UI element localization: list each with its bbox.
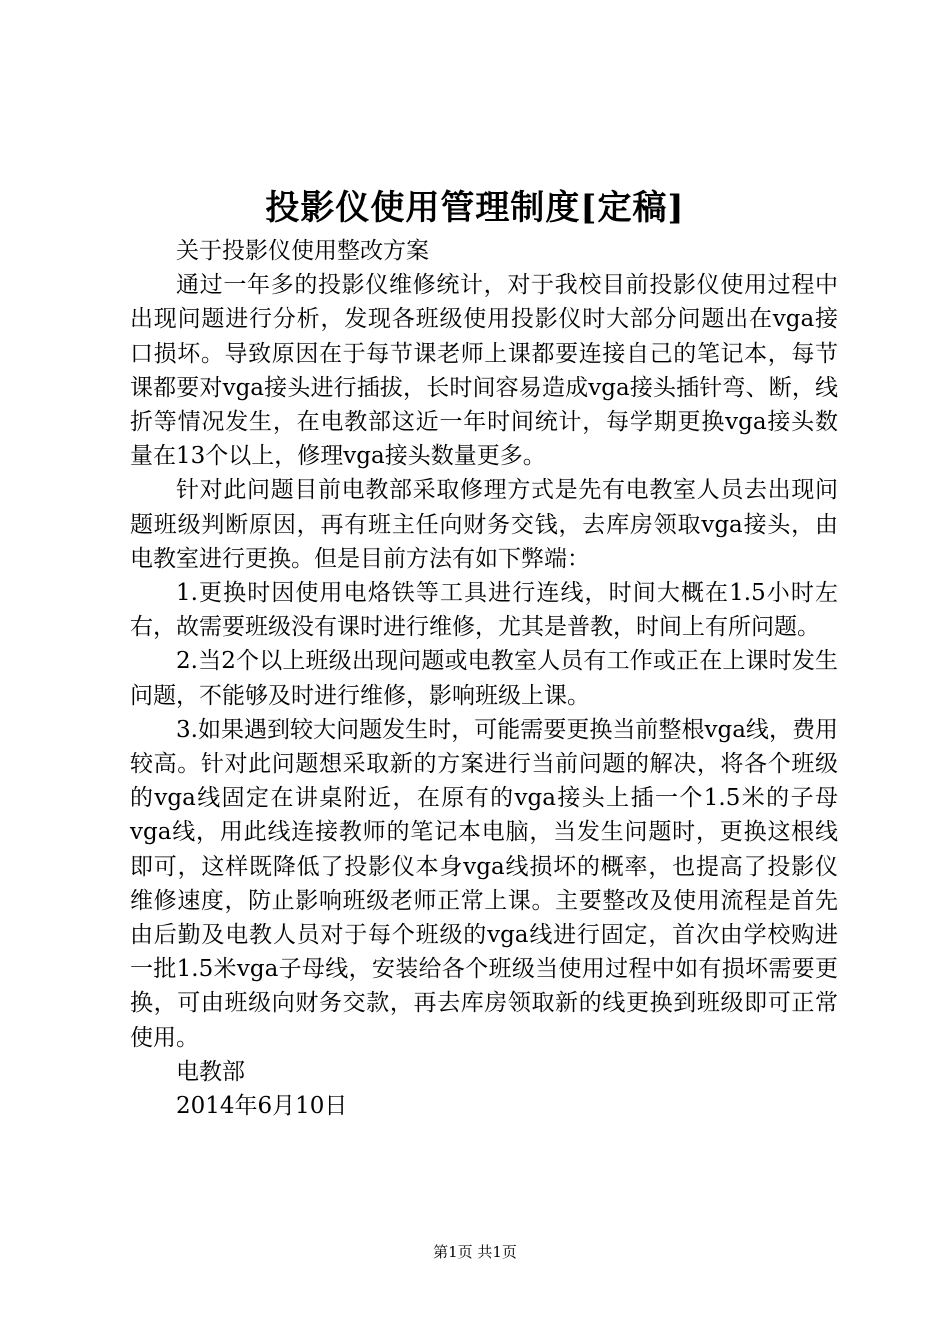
- document-title: 投影仪使用管理制度[定稿]: [265, 188, 685, 228]
- body-paragraph: 通过一年多的投影仪维修统计，对于我校目前投影仪使用过程中出现问题进行分析，发现各班级使用投影仪时大部分问题出在vga接口损坏。导致原因在于每节课老师上课都要连接自己的笔记本，每节课都要对vga接头进行插拔，长时间容易造成vga接头插针弯、断，线折等情况发生，在电教部这近一年时间统计，每学期更换vga接头数量在13个以上，修理vga接头数量更多。: [130, 272, 838, 470]
- body-paragraph: 针对此问题目前电教部采取修理方式是先有电教室人员去出现问题班级判断原因，再有班主任向财务交钱，去库房领取vga接头，由电教室进行更换。但是目前方法有如下弊端：: [130, 477, 838, 572]
- signature-department: 电教部: [176, 1058, 245, 1085]
- document-body: [130, 234, 838, 1123]
- list-item-1: 1.更换时因使用电烙铁等工具进行连线，时间大概在1.5小时左右，故需要班级没有课时进行维修，尤其是普教，时间上有所问题。: [130, 580, 838, 641]
- list-item-2: 2.当2个以上班级出现问题或电教室人员有工作或正在上课时发生问题，不能够及时进行维修，影响班级上课。: [130, 648, 838, 709]
- list-item-3: 3.如果遇到较大问题发生时，可能需要更换当前整根vga线，费用较高。针对此问题想采取新的方案进行当前问题的解决，将各个班级的vga线固定在讲桌附近，在原有的vga接头上插一个1.5米的子母vga线，用此线连接教师的笔记本电脑，当发生问题时，更换这根线即可，这样既降低了投影仪本身vga线损坏的概率，也提高了投影仪维修速度，防止影响班级老师正常上课。主要整改及使用流程是首先由后勤及电教人员对于每个班级的vga线进行固定，首次由学校购进一批1.5米vga子母线，安装给各个班级当使用过程中如有损坏需要更换，可由班级向财务交款，再去库房领取新的线更换到班级即可正常使用。: [130, 716, 838, 1051]
- signature-date: 2014年6月10日: [176, 1093, 348, 1120]
- plan-heading: 关于投影仪使用整改方案: [176, 238, 429, 264]
- page-number-footer: 第1页 共1页: [433, 1243, 517, 1261]
